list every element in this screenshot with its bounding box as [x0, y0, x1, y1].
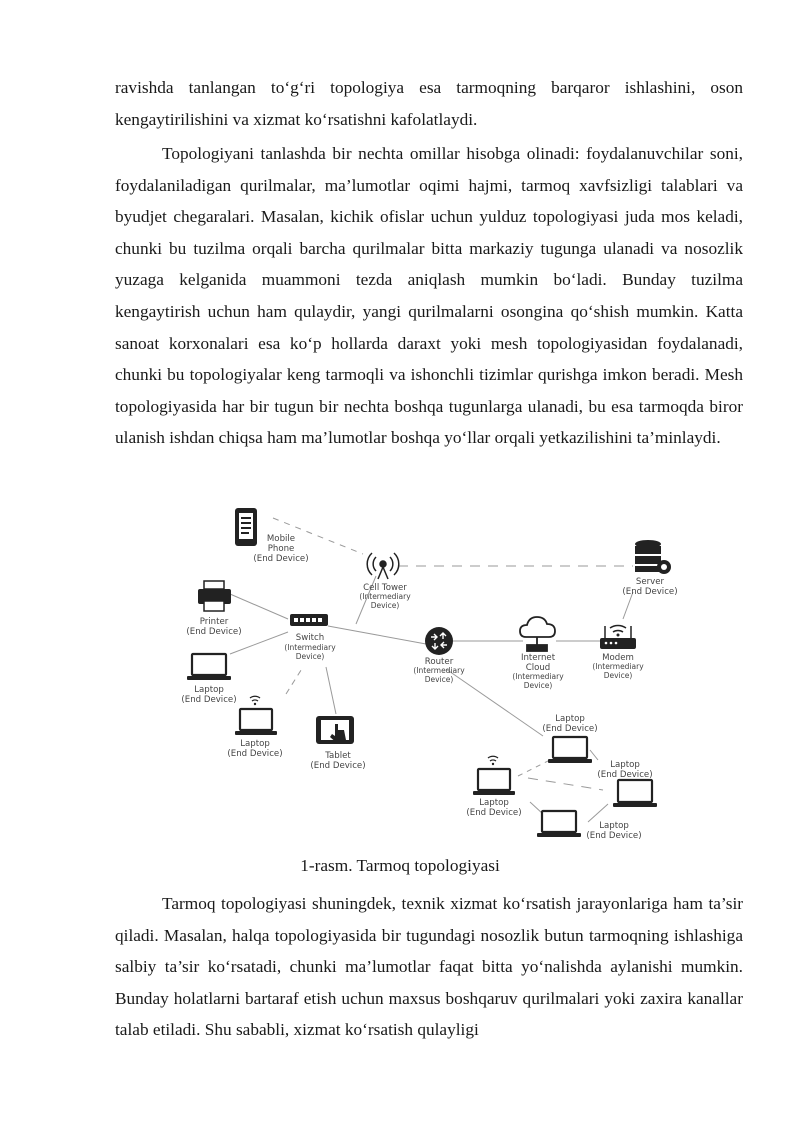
tablet-icon	[316, 716, 354, 744]
laptop-icon	[548, 737, 592, 763]
laptop-icon	[187, 654, 231, 680]
cloud-label-4: Device)	[523, 681, 553, 690]
link-laptop3-laptop4	[518, 760, 550, 776]
mobile-phone-icon	[235, 508, 257, 546]
modem-label-1: Modem	[602, 653, 634, 663]
switch-icon	[290, 614, 328, 626]
laptop1-label-2: (End Device)	[181, 695, 237, 705]
laptop3-label-2: (End Device)	[466, 808, 522, 818]
laptop6-label-1: Laptop	[599, 821, 629, 831]
laptop4-label-1: Laptop	[555, 714, 585, 724]
laptop6-label-2: (End Device)	[586, 831, 642, 841]
network-topology-figure	[178, 504, 690, 846]
printer-label-2: (End Device)	[186, 627, 242, 637]
laptop-icon	[613, 780, 657, 807]
router-icon	[425, 627, 453, 655]
laptop-wifi-icon	[473, 756, 515, 795]
server-label-1: Server	[635, 577, 665, 587]
link-tablet-switch	[326, 667, 336, 714]
laptop3-label-1: Laptop	[479, 798, 509, 808]
router-label-1: Router	[424, 657, 454, 667]
paragraph-3-text: Tarmoq topologiyasi shuningdek, texnik xizmat ko‘rsatish jarayonlariga ham ta’sir qiladi. Masalan, halqa topologiyasida bir tugundagi nosozlik butun tarmoqning ishlashiga salbiy ta’sir ko‘rsatadi, chunki ma’lumotlar faqat bitta yo‘nalishda aylanishi mumkin. Bunday holatlarni bartaraf etish uchun maxsus boshqaruv qurilmalari yoki zaxira kanallar talab etiladi. Shu sababli, xizmat ko‘rsatish qulayligi	[115, 894, 743, 1040]
printer-label-1: Printer	[199, 617, 229, 627]
printer-icon	[198, 581, 231, 611]
laptop2-label-1: Laptop	[240, 739, 270, 749]
link-laptop6-laptop5	[588, 804, 608, 822]
celltower-label-1: Cell Tower	[363, 583, 407, 593]
paragraph-1-text: ravishda tanlangan to‘g‘ri topologiya esa tarmoqning barqaror ishlashini, oson kengaytirilishini va xizmat ko‘rsatishni kafolatlaydi.	[115, 78, 743, 129]
cloud-label-2: Cloud	[525, 663, 551, 673]
link-laptop2-switch	[286, 667, 303, 694]
mobile-label-1: Mobile	[266, 534, 296, 544]
router-label-2: (Intermediary	[413, 666, 465, 675]
server-database-icon	[635, 540, 671, 574]
switch-label-2: (Intermediary	[284, 643, 336, 652]
link-laptop3-laptop5	[528, 778, 603, 790]
laptop2-label-2: (End Device)	[227, 749, 283, 759]
modem-label-2: (Intermediary	[592, 662, 644, 671]
cloud-label-3: (Intermediary	[512, 672, 564, 681]
router-label-3: Device)	[424, 675, 454, 684]
paragraph-1	[115, 72, 743, 135]
paragraph-2	[115, 138, 743, 454]
modem-label-3: Device)	[603, 671, 633, 680]
tablet-label-2: (End Device)	[310, 761, 366, 771]
laptop1-label-1: Laptop	[194, 685, 224, 695]
switch-label-1: Switch	[295, 633, 325, 643]
figure-caption: 1-rasm. Tarmoq topologiyasi	[300, 856, 500, 875]
tablet-label-1: Tablet	[325, 751, 351, 761]
laptop5-label-1: Laptop	[610, 760, 640, 770]
mobile-label-2: Phone	[267, 544, 295, 554]
server-label-2: (End Device)	[622, 587, 678, 597]
laptop5-label-2: (End Device)	[597, 770, 653, 780]
laptop-icon	[537, 811, 581, 837]
internet-cloud-icon	[520, 617, 555, 651]
paragraph-2-text: Topologiyani tanlashda bir nechta omillar hisobga olinadi: foydalanuvchilar soni, foydalaniladigan qurilmalar, ma’lumotlar oqimi hajmi, tarmoq xavfsizligi talablari va byudjet chegaralari. Masalan, kichik ofislar uchun yulduz topologiyasi juda mos keladi, chunki bu tuzilma orqali barcha qurilmalar bitta markaziy tugunga ulanadi va nosozlik yuzaga kelganida muammoni tezda aniqlash mumkin bo‘ladi. Bunday tuzilma kengaytirish uchun ham qulaydir, yangi qurilmalarni osongina qo‘shish mumkin. Katta sanoat korxonalari esa ko‘p hollarda daraxt yoki mesh topologiyasidan foydalanadi, chunki bu topologiyalar keng tarmoqli va ishonchli tizimlar qurishga imkon beradi. Mesh topologiyasida har bir tugun bir nechta boshqa tugunlarga ulanadi, bu esa tarmoqda biror ulanish ishdan chiqsa ham ma’lumotlar boshqa yo‘llar orqali yetkazilishini ta’minlaydi.	[115, 144, 743, 448]
link-laptop-laptop	[590, 750, 598, 760]
paragraph-3	[115, 888, 743, 1046]
laptop4-label-2: (End Device)	[542, 724, 598, 734]
celltower-label-3: Device)	[370, 601, 400, 610]
link-switch-router	[328, 626, 426, 644]
cell-tower-icon	[367, 553, 399, 579]
laptop-wifi-icon	[235, 696, 277, 735]
mobile-label-3: (End Device)	[253, 554, 309, 564]
link-printer-switch	[230, 594, 288, 619]
switch-label-3: Device)	[295, 652, 325, 661]
cloud-label-1: Internet	[520, 653, 556, 663]
celltower-label-2: (Intermediary	[359, 592, 411, 601]
modem-icon	[600, 625, 636, 649]
